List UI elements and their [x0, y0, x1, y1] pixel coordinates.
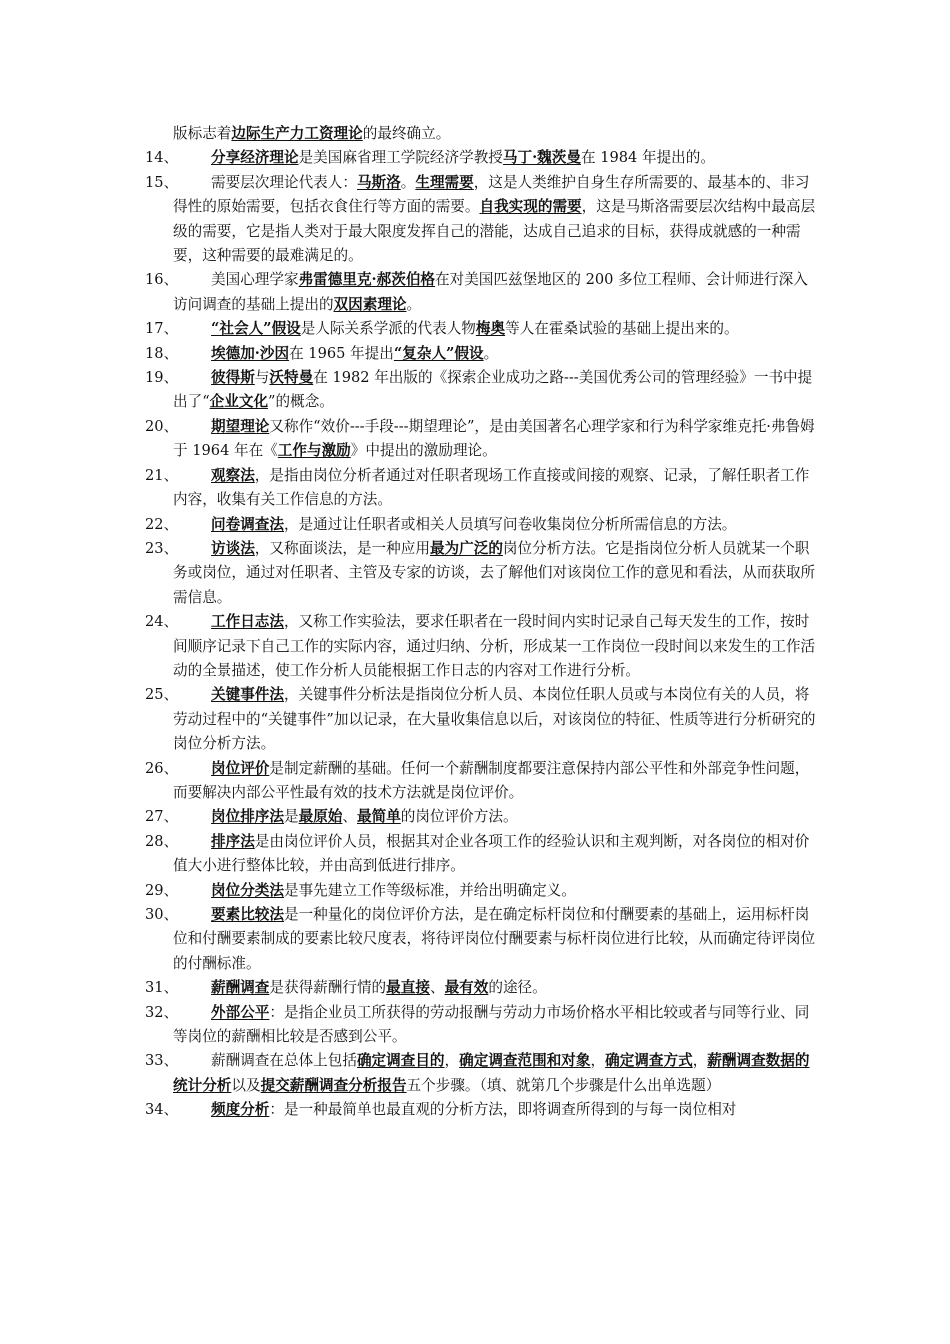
text-run: ”的概念。	[268, 393, 334, 411]
text-run: ，	[692, 1052, 708, 1070]
text-run: 是事先建立工作等级标准，并给出明确定义。	[283, 881, 576, 899]
key-term: 双因素理论	[333, 295, 407, 313]
key-term: 要素比较法	[211, 906, 284, 923]
text-run: ：是指企业员工所获得的劳动报酬与劳动力市场价格水平相比较或者与同等行业、同等岗位的薪酬相比较是否感到公平。	[173, 1003, 810, 1046]
text-run: 与	[254, 369, 270, 387]
text-run: ，是指由岗位分析者通过对任职者现场工作直接或间接的观察、记录，了解任职者工作内容，收集有关工作信息的方法。	[173, 466, 810, 509]
continued-paragraph	[145, 122, 821, 146]
list-item	[145, 1049, 821, 1098]
text-run: 。	[483, 344, 499, 362]
text-run: ，这是马斯洛需要层次结构中最高层级的需要，它是指人类对于最大限度发挥自己的潜能，达成自己追求的目标，获得成就感的一种需要，这种需要的最难满足的。	[173, 198, 816, 265]
key-term: 频度分析	[211, 1101, 270, 1119]
key-term: 梅奥	[475, 320, 506, 338]
list-item	[145, 879, 821, 903]
text-run: 美国心理学家	[211, 271, 299, 289]
list-item	[145, 537, 821, 610]
text-run: 是一种量化的岗位评价方法，是在确定标杆岗位和付酬要素的基础上，运用标杆岗位和付酬要素制成的要素比较尺度表，将待评岗位付酬要素与标杆岗位进行比较，从而确定待评岗位的付酬标准。	[173, 906, 816, 972]
key-term: 岗位分类法	[211, 881, 284, 899]
text-run: ，这是人类维护自身生存所需要的、最基本的、非习得性的原始需要，包括衣食住行等方面的需要。	[173, 173, 810, 216]
item-number: 18、	[145, 344, 179, 362]
item-number: 17、	[145, 320, 179, 338]
text-run: 在 1984 年提出的。	[580, 149, 715, 167]
list-item	[145, 415, 821, 464]
key-term: 最为广泛的	[429, 539, 503, 557]
key-term: 马丁·魏茨曼	[502, 149, 581, 167]
text-run: ，	[444, 1052, 460, 1070]
list-item	[145, 1098, 821, 1122]
text-run: 是美国麻省理工学院经济学教授	[298, 149, 503, 167]
key-term: 确定调查目的	[356, 1052, 445, 1070]
item-number: 20、	[145, 417, 179, 435]
key-term: 观察法	[211, 466, 255, 484]
list-item	[145, 683, 821, 756]
item-number: 25、	[145, 686, 179, 704]
text-run: 等人在霍桑试验的基础上提出来的。	[505, 320, 739, 338]
text-run: 是由岗位评价人员，根据其对企业各项工作的经验认识和主观判断，对各岗位的相对价值大小进行整体比较，并由高到低进行排序。	[173, 832, 810, 875]
key-term: 最有效	[444, 979, 489, 997]
text-run: ，是通过让任职者或相关人员填写问卷收集岗位分析所需信息的方法。	[283, 515, 737, 533]
text-run: 需要层次理论代表人：	[211, 173, 357, 191]
item-number: 30、	[145, 906, 179, 923]
text-run: 五个步骤。（填、就第几个步骤是什么出单选题）	[406, 1076, 721, 1094]
key-term: 最原始	[298, 808, 343, 826]
text-run: ，	[590, 1052, 606, 1070]
key-term: 最直接	[386, 979, 430, 997]
item-number: 29、	[145, 881, 179, 899]
list-item	[145, 805, 821, 829]
text-run: 的途径。	[488, 979, 547, 997]
key-term: “复杂人”假设	[393, 344, 484, 362]
list-item	[145, 268, 821, 317]
list-item	[145, 317, 821, 341]
key-term: 提交薪酬调查分析报告	[260, 1076, 407, 1094]
key-term: 外部公平	[211, 1003, 270, 1021]
list-item	[145, 171, 821, 269]
text-run: 、	[429, 979, 445, 997]
text-run: 是获得薪酬行情的	[269, 979, 387, 997]
item-number: 26、	[145, 759, 179, 777]
item-number: 19、	[145, 369, 179, 387]
text-run: 是	[283, 808, 299, 826]
key-term: 工作日志法	[211, 613, 284, 631]
list-item	[145, 830, 821, 879]
item-number: 28、	[145, 832, 179, 850]
key-term: 最简单	[357, 808, 401, 826]
key-term: 岗位评价	[211, 759, 270, 777]
text-run: 。	[406, 295, 422, 313]
text-run: ，关键事件分析法是指岗位分析人员、本岗位任职人员或与本岗位有关的人员，将劳动过程中的“关键事件”加以记录，在大量收集信息以后，对该岗位的特征、性质等进行分析研究的岗位分析方法。	[173, 686, 816, 753]
text-run: 以及	[231, 1076, 261, 1094]
text-run: 薪酬调查在总体上包括	[211, 1052, 357, 1070]
item-number: 14、	[145, 149, 179, 167]
text-run: 是制定薪酬的基础。任何一个薪酬制度都要注意保持内部公平性和外部竞争性问题，而要解决内部公平性最有效的技术方法就是岗位评价。	[173, 759, 810, 801]
key-term: 边际生产力工资理论	[231, 125, 363, 142]
text-run: 》中提出的激励理论。	[350, 442, 497, 460]
text-run: 在 1982 年出版的《探索企业成功之路---美国优秀公司的管理经验》一书中提出了“	[173, 369, 813, 411]
key-term: 薪酬调查	[211, 979, 270, 997]
list-item	[145, 513, 821, 537]
list-item	[145, 976, 821, 1000]
key-term: 沃特曼	[269, 369, 314, 387]
list-item	[145, 610, 821, 683]
key-term: 分享经济理论	[211, 149, 299, 167]
key-term: 访谈法	[211, 539, 255, 557]
key-term: 埃德加·沙因	[211, 344, 290, 362]
text-run: 的岗位评价方法。	[400, 808, 518, 826]
text-run: 在 1965 年提出	[289, 344, 394, 362]
key-term: 期望理论	[211, 417, 270, 435]
key-term: 马斯洛	[356, 173, 401, 191]
item-number: 32、	[145, 1003, 179, 1021]
text-run: ，又称工作实验法，要求任职者在一段时间内实时记录自己每天发生的工作，按时间顺序记录下自己工作的实际内容，通过归纳、分析，形成某一工作岗位一段时间以来发生的工作活动的全景描述，使工作分析人员能根据工作日志的内容对工作进行分析。	[173, 613, 816, 679]
key-term: 工作与激励	[277, 442, 351, 460]
numbered-list	[145, 146, 821, 1122]
key-term: 排序法	[211, 832, 255, 850]
list-item	[145, 342, 821, 366]
key-term: “社会人”假设	[211, 320, 301, 338]
document-body	[145, 122, 821, 1123]
key-term: 生理需要	[415, 173, 474, 191]
key-term: 自我实现的需要	[479, 198, 582, 216]
list-item	[145, 903, 821, 976]
key-term: 彼得斯	[211, 369, 255, 387]
text-run: 。	[400, 173, 416, 191]
key-term: 企业文化	[209, 393, 269, 411]
item-number: 24、	[145, 613, 179, 631]
item-number: 15、	[145, 173, 179, 191]
key-term: 确定调查方式	[605, 1052, 693, 1070]
item-number: 27、	[145, 808, 179, 826]
item-number: 21、	[145, 466, 179, 484]
item-number: 16、	[145, 271, 179, 289]
item-number: 22、	[145, 515, 179, 533]
list-item	[145, 366, 821, 415]
text-run: ，又称面谈法，是一种应用	[254, 539, 430, 557]
text-run: 版标志着	[173, 125, 232, 142]
text-run: 又称作“效价---手段---期望理论”，是由美国著名心理学家和行为科学家维克托·弗鲁姆于 1964 年在《	[173, 417, 815, 460]
key-term: 弗雷德里克·郝茨伯格	[298, 271, 436, 289]
key-term: 关键事件法	[211, 686, 284, 704]
item-number: 31、	[145, 979, 179, 997]
key-term: 问卷调查法	[211, 515, 284, 533]
text-run: 在对美国匹兹堡地区的 200 多位工程师、会计师进行深入访问调查的基础上提出的	[173, 271, 808, 313]
item-number: 23、	[145, 539, 179, 557]
key-term: 岗位排序法	[211, 808, 284, 826]
list-item	[145, 757, 821, 806]
text-run: 是人际关系学派的代表人物	[300, 320, 476, 338]
list-item	[145, 146, 821, 170]
text-run: 、	[342, 808, 357, 826]
item-number: 34、	[145, 1101, 179, 1119]
text-run: 的最终确立。	[362, 125, 451, 142]
list-item	[145, 1001, 821, 1050]
item-number: 33、	[145, 1052, 179, 1070]
text-run: 岗位分析方法。它是指岗位分析人员就某一个职务或岗位，通过对任职者、主管及专家的访谈，去了解他们对该岗位工作的意见和看法，从而获取所需信息。	[173, 539, 816, 606]
key-term: 薪酬调查数据的统计分析	[173, 1052, 810, 1094]
text-run: ：是一种最简单也最直观的分析方法，即将调查所得到的与每一岗位相对	[269, 1101, 737, 1119]
list-item	[145, 464, 821, 513]
key-term: 确定调查范围和对象	[459, 1052, 591, 1070]
